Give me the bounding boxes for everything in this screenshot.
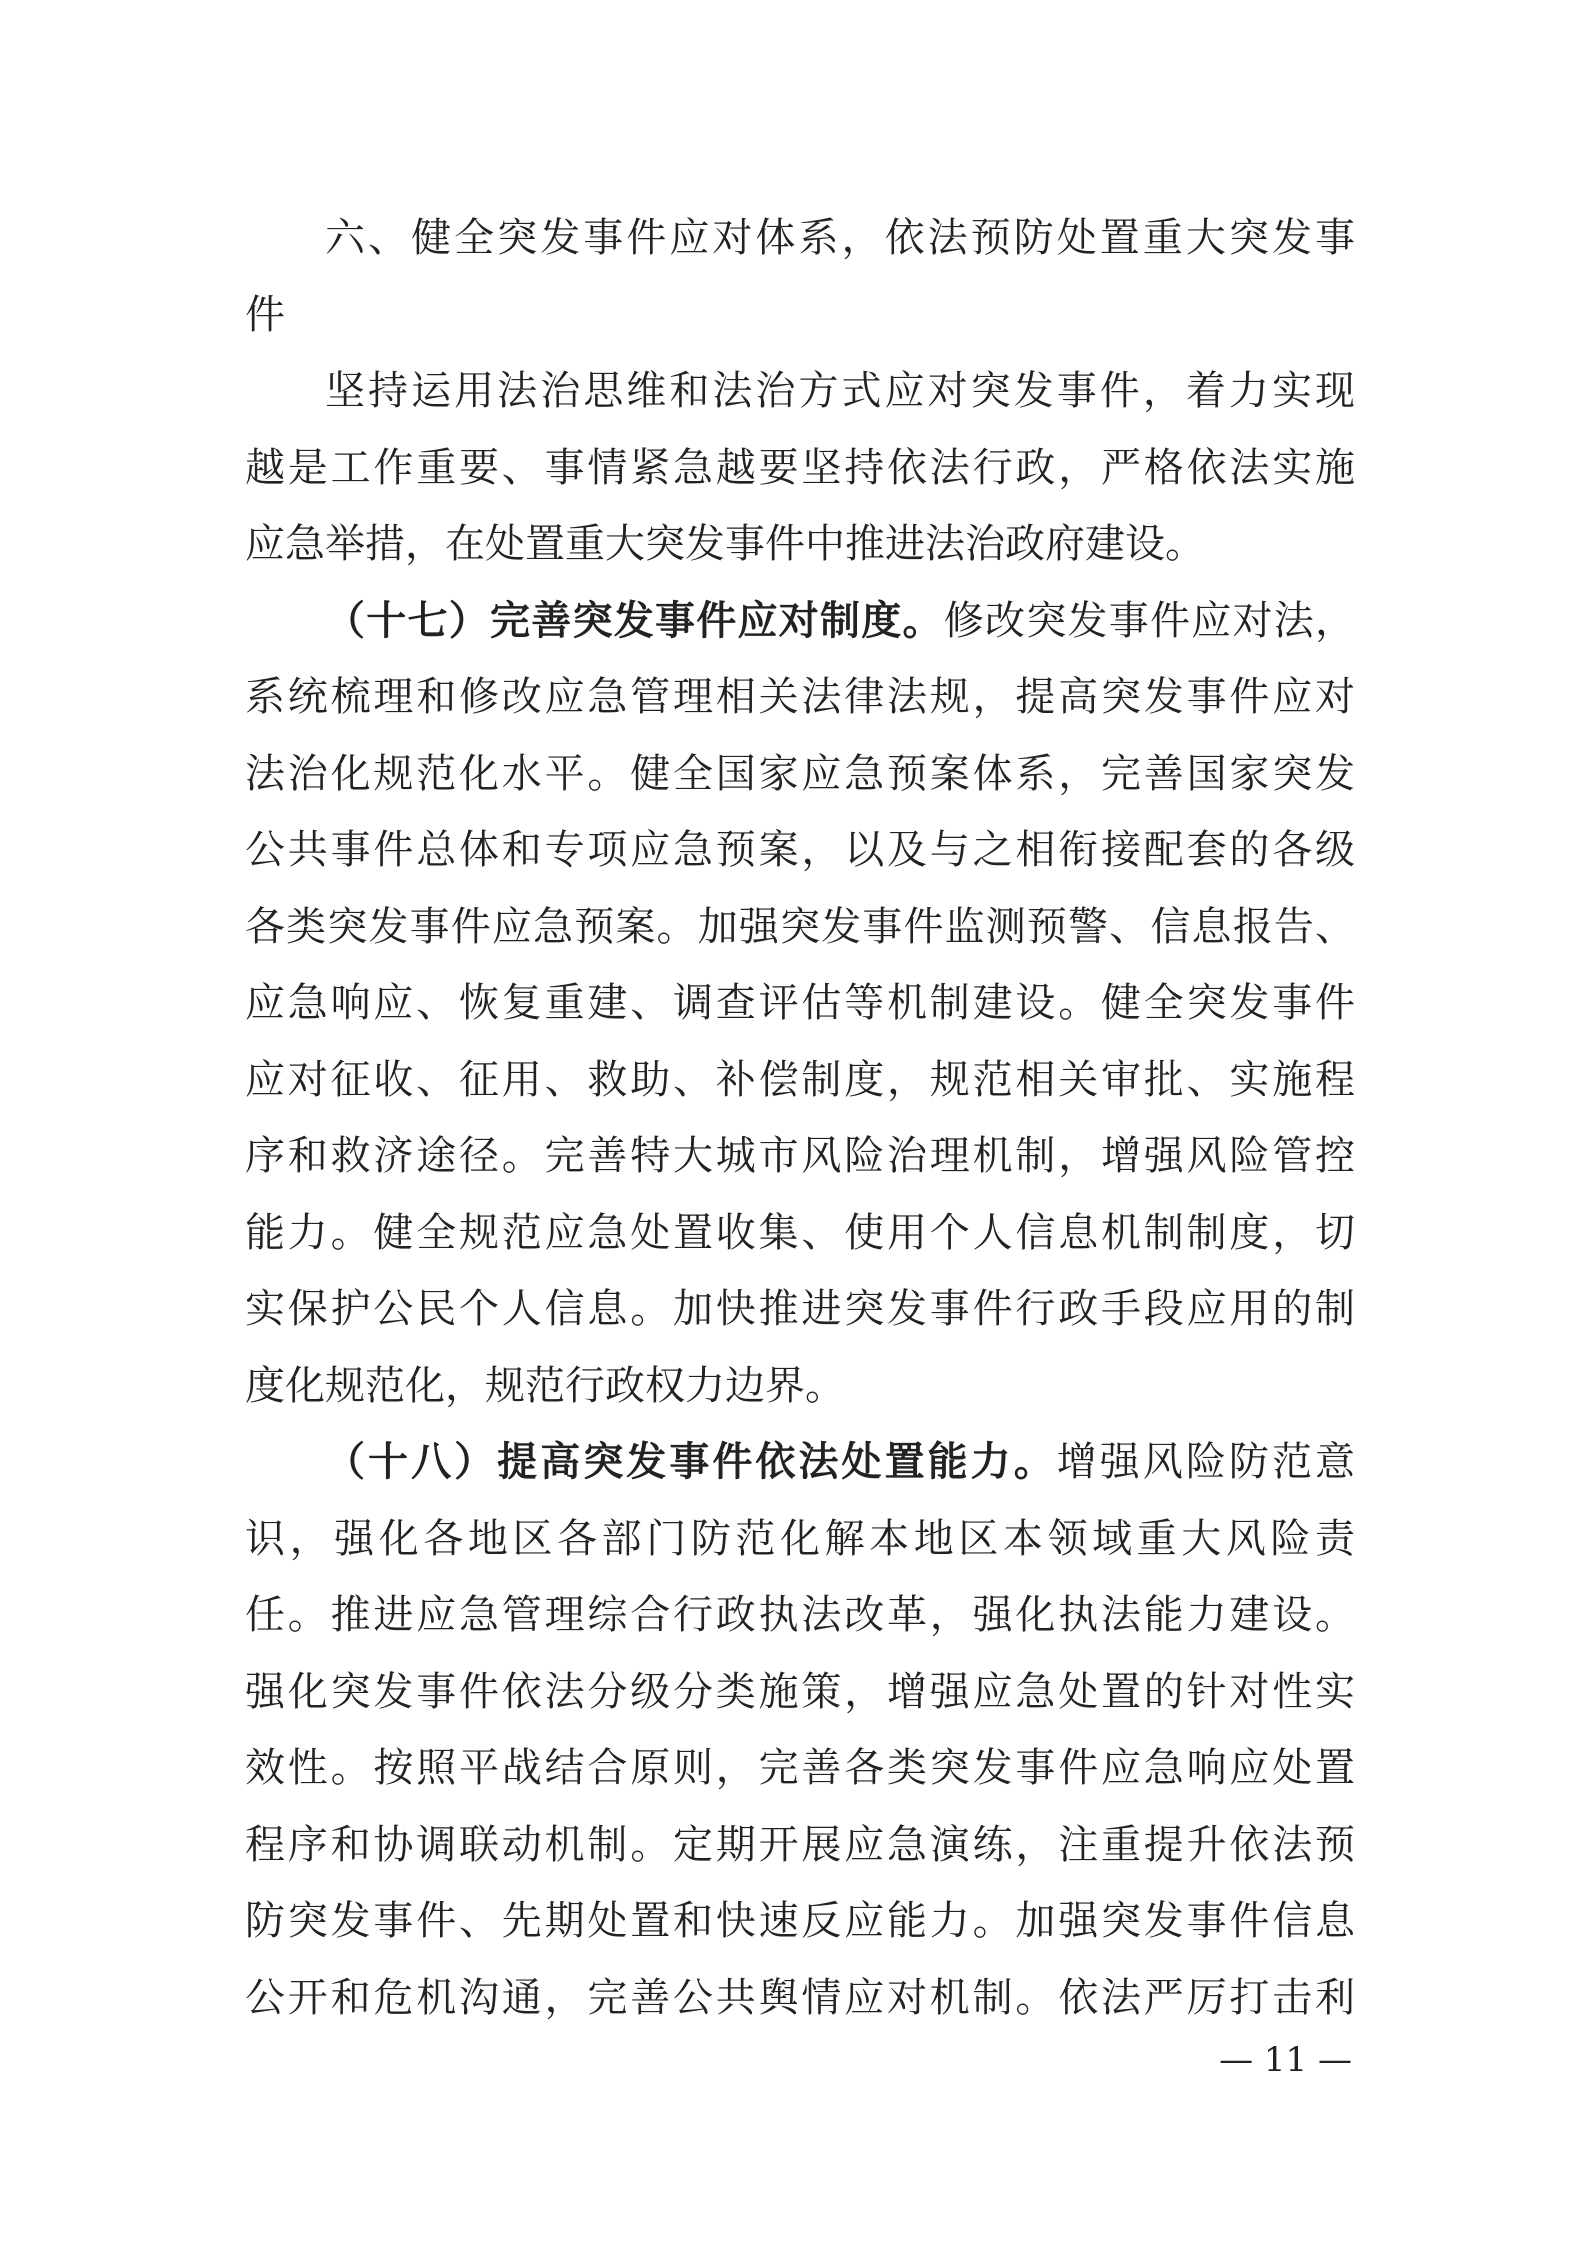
paragraph-line: 应急响应、恢复重建、调查评估等机制建设。健全突发事件: [245, 980, 1355, 1026]
paragraph-line: 效性。按照平战结合原则，完善各类突发事件应急响应处置: [245, 1745, 1355, 1791]
paragraph-line: 公共事件总体和专项应急预案，以及与之相衔接配套的各级: [245, 827, 1355, 873]
paragraph-line: 应对征收、征用、救助、补偿制度，规范相关审批、实施程: [245, 1056, 1355, 1103]
document-body: [245, 200, 1355, 2036]
paragraph-line: 系统梳理和修改应急管理相关法律法规，提高突发事件应对: [245, 674, 1355, 720]
item-18-paragraph: [245, 1424, 1355, 2036]
paragraph-line: 任。推进应急管理综合行政执法改革，强化执法能力建设。: [245, 1592, 1355, 1638]
intro-paragraph: [245, 353, 1355, 583]
item-18-heading: （十八）提高突发事件依法处置能力。: [325, 1439, 1057, 1485]
paragraph-line: 度化规范化，规范行政权力边界。: [245, 1362, 845, 1409]
section-heading-line: 件: [245, 291, 285, 338]
page-number: — 11 —: [1219, 2040, 1352, 2080]
paragraph-line: 越是工作重要、事情紧急越要坚持依法行政，严格依法实施: [245, 444, 1355, 491]
paragraph-line: 各类突发事件应急预案。加强突发事件监测预警、信息报告、: [245, 903, 1355, 950]
paragraph-line: 公开和危机沟通，完善公共舆情应对机制。依法严厉打击利: [245, 1974, 1355, 2021]
section-heading-line: 六、健全突发事件应对体系，依法预防处置重大突发事: [325, 215, 1355, 261]
paragraph-line: 坚持运用法治思维和法治方式应对突发事件，着力实现: [325, 368, 1355, 414]
paragraph-line: 法治化规范化水平。健全国家应急预案体系，完善国家突发: [245, 750, 1355, 797]
paragraph-line: 强化突发事件依法分级分类施策，增强应急处置的针对性实: [245, 1668, 1355, 1715]
paragraph-line: 实保护公民个人信息。加快推进突发事件行政手段应用的制: [245, 1286, 1355, 1332]
paragraph-first-line: [245, 583, 1355, 660]
paragraph-text: 增强风险防范意: [1056, 1439, 1356, 1485]
section-heading: [245, 200, 1355, 353]
item-17-paragraph: [245, 583, 1355, 1425]
paragraph-line: 序和救济途径。完善特大城市风险治理机制，增强风险管控: [245, 1133, 1355, 1179]
paragraph-line: 程序和协调联动机制。定期开展应急演练，注重提升依法预: [245, 1821, 1355, 1868]
paragraph-line: 应急举措，在处置重大突发事件中推进法治政府建设。: [245, 521, 1205, 567]
paragraph-line: 能力。健全规范应急处置收集、使用个人信息机制制度，切: [245, 1209, 1355, 1256]
paragraph-text: 修改突发事件应对法，: [943, 597, 1355, 644]
item-17-heading: （十七）完善突发事件应对制度。: [325, 597, 944, 644]
paragraph-line: 识，强化各地区各部门防范化解本地区本领域重大风险责: [245, 1515, 1355, 1562]
paragraph-line: 防突发事件、先期处置和快速反应能力。加强突发事件信息: [245, 1898, 1355, 1944]
paragraph-first-line: [245, 1424, 1355, 1501]
